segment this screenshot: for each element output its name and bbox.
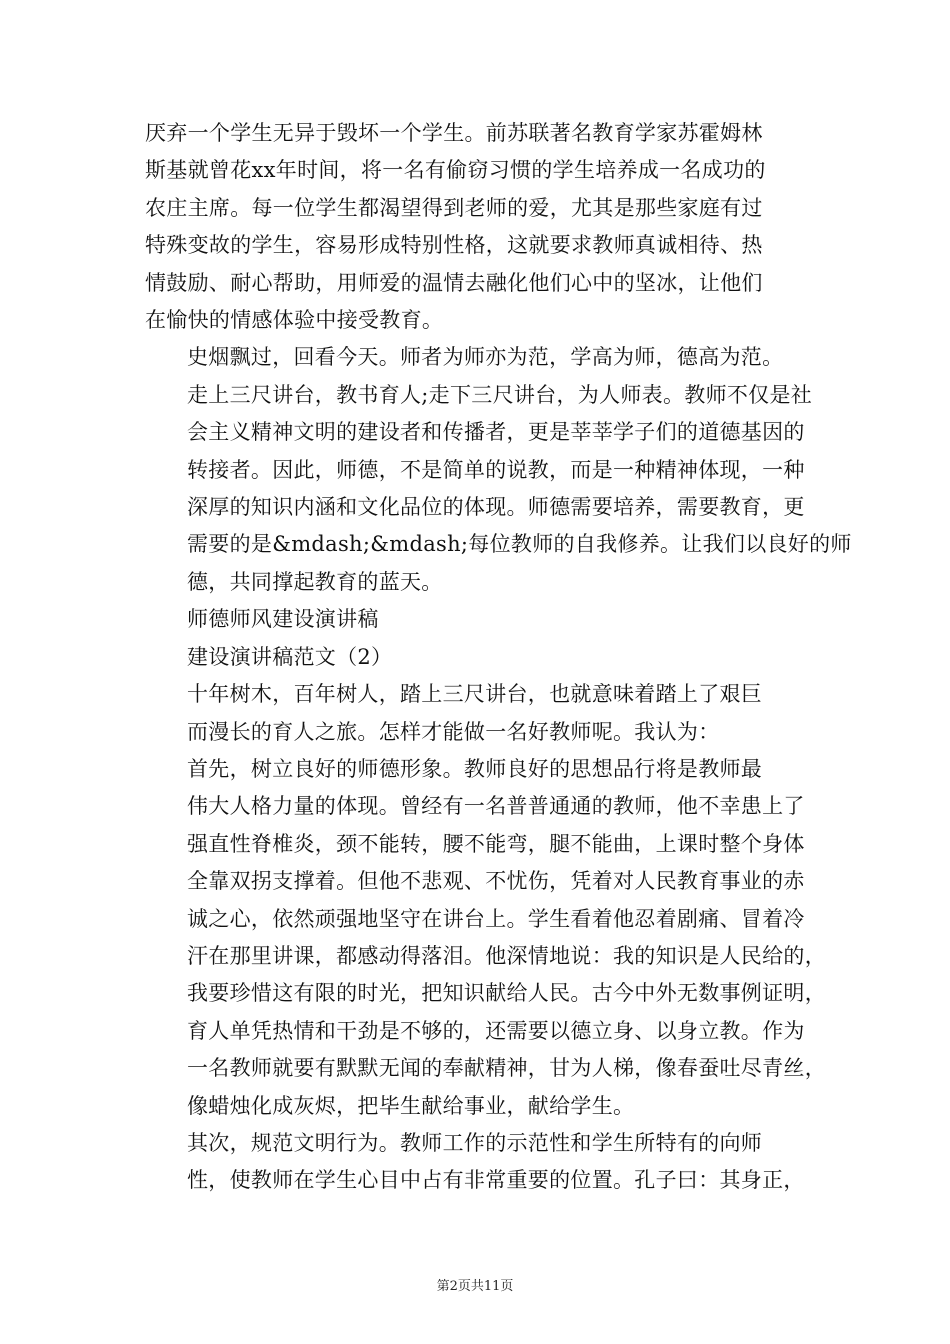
text-line: 十年树木，百年树人，踏上三尺讲台，也就意味着踏上了艰巨 [187,682,763,707]
text-line: 诚之心，依然顽强地坚守在讲台上。学生看着他忍着剧痛、冒着冷 [187,906,805,931]
text-line: 汗在那里讲课，都感动得落泪。他深情地说：我的知识是人民给的， [187,943,826,968]
text-line: 首先，树立良好的师德形象。教师良好的思想品行将是教师最 [187,756,763,781]
document-body [145,115,852,1200]
text-line: 特殊变故的学生，容易形成特别性格，这就要求教师真诚相待、热 [145,233,763,258]
text-line: 需要的是&mdash;&mdash;每位教师的自我修养。让我们以良好的师 [187,532,852,557]
paragraph [145,639,810,676]
text-line: 会主义精神文明的建设者和传播者，更是莘莘学子们的道德基因的 [187,420,805,445]
text-line: 性，使教师在学生心目中占有非常重要的位置。孔子曰：其身正， [187,1168,805,1193]
page-number: 第2页共11页 [436,1279,514,1294]
text-line: 转接者。因此，师德，不是简单的说教，而是一种精神体现，一种 [187,457,805,482]
text-line: 而漫长的育人之旅。怎样才能做一名好教师呢。我认为： [187,719,720,744]
text-line: 走上三尺讲台，教书育人;走下三尺讲台，为人师表。教师不仅是社 [187,382,813,407]
text-line: 师德师风建设演讲稿 [187,607,379,632]
paragraph [145,676,810,751]
text-line: 斯基就曾花xx年时间，将一名有偷窃习惯的学生培养成一名成功的 [145,158,766,183]
text-line: 全靠双拐支撑着。但他不悲观、不忧伤，凭着对人民教育事业的赤 [187,869,805,894]
text-line: 史烟飘过，回看今天。师者为师亦为范，学高为师，德高为范。 [187,345,784,370]
text-line: 建设演讲稿范文（2） [187,644,393,669]
text-line: 深厚的知识内涵和文化品位的体现。师德需要培养，需要教育，更 [187,495,805,520]
text-line: 情鼓励、耐心帮助，用师爱的温情去融化他们心中的坚冰，让他们 [145,270,763,295]
text-line: 在愉快的情感体验中接受教育。 [145,308,444,333]
text-line: 厌弃一个学生无异于毁坏一个学生。前苏联著名教育学家苏霍姆林 [145,121,763,145]
text-line: 其次，规范文明行为。教师工作的示范性和学生所特有的向师 [187,1130,763,1155]
paragraph [145,339,852,601]
text-line: 德，共同撑起教育的蓝天。 [187,569,443,594]
paragraph [145,115,810,339]
text-line: 伟大人格力量的体现。曾经有一名普普通通的教师，他不幸患上了 [187,794,805,819]
text-line: 强直性脊椎炎，颈不能转，腰不能弯，腿不能曲，上课时整个身体 [187,831,805,856]
text-line: 育人单凭热情和干劲是不够的，还需要以德立身、以身立教。作为 [187,1018,805,1043]
paragraph [145,751,826,1125]
paragraph [145,1125,810,1200]
text-line: 一名教师就要有默默无闻的奉献精神，甘为人梯，像春蚕吐尽青丝， [187,1056,826,1081]
text-line: 像蜡烛化成灰烬，把毕生献给事业，献给学生。 [187,1093,635,1118]
text-line: 我要珍惜这有限的时光，把知识献给人民。古今中外无数事例证明， [187,981,826,1006]
text-line: 农庄主席。每一位学生都渴望得到老师的爱，尤其是那些家庭有过 [145,195,763,220]
paragraph [145,601,810,638]
